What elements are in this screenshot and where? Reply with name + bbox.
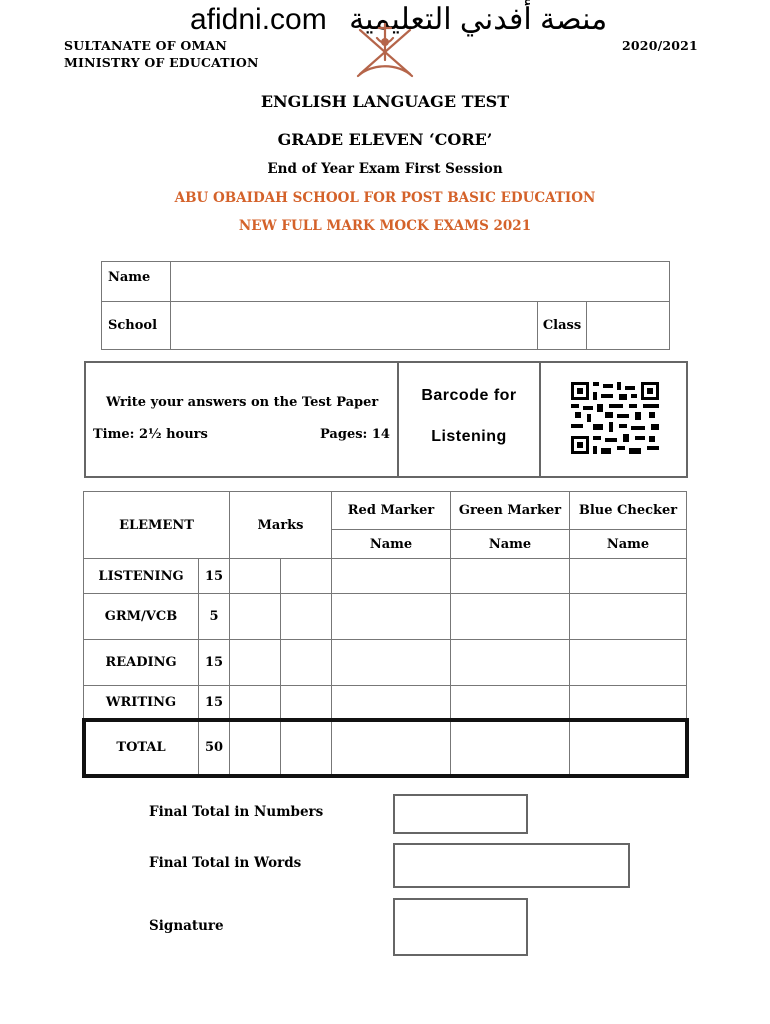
green-marker-cell[interactable] bbox=[451, 686, 570, 720]
element-name: READING bbox=[84, 640, 199, 686]
red-marker-cell[interactable] bbox=[332, 640, 451, 686]
max-marks: 15 bbox=[199, 640, 230, 686]
signature-field[interactable] bbox=[393, 898, 528, 956]
green-marker-cell[interactable] bbox=[451, 640, 570, 686]
green-marker-cell[interactable] bbox=[451, 594, 570, 640]
max-marks: 15 bbox=[199, 686, 230, 720]
element-name: LISTENING bbox=[84, 559, 199, 594]
sultanate-label: SULTANATE OF OMAN bbox=[64, 38, 228, 53]
score-cell[interactable] bbox=[281, 559, 332, 594]
max-marks: 5 bbox=[199, 594, 230, 640]
final-total-words-label: Final Total in Words bbox=[149, 855, 302, 871]
final-total-numbers-label: Final Total in Numbers bbox=[149, 804, 324, 820]
signature-label: Signature bbox=[149, 918, 224, 934]
element-name: GRM/VCB bbox=[84, 594, 199, 640]
red-marker-cell[interactable] bbox=[332, 686, 451, 720]
divider bbox=[397, 361, 399, 478]
element-header: ELEMENT bbox=[84, 492, 230, 559]
table-row bbox=[84, 686, 687, 720]
green-marker-name-label: Name bbox=[451, 530, 570, 559]
marks-table bbox=[83, 491, 687, 776]
red-marker-name-label: Name bbox=[332, 530, 451, 559]
oman-emblem-icon bbox=[350, 18, 420, 82]
final-total-numbers-field[interactable] bbox=[393, 794, 528, 834]
blue-checker-header: Blue Checker bbox=[570, 492, 687, 530]
barcode-label-line1: Barcode for bbox=[421, 387, 517, 404]
blue-checker-cell[interactable] bbox=[570, 559, 687, 594]
ministry-label: MINISTRY OF EDUCATION bbox=[64, 55, 259, 70]
table-row bbox=[84, 594, 687, 640]
blue-checker-cell[interactable] bbox=[570, 640, 687, 686]
table-row bbox=[84, 640, 687, 686]
class-field[interactable] bbox=[587, 302, 670, 350]
blue-checker-name-label: Name bbox=[570, 530, 687, 559]
academic-year: 2020/2021 bbox=[622, 38, 698, 53]
red-marker-total-cell[interactable] bbox=[332, 720, 451, 776]
red-marker-cell[interactable] bbox=[332, 559, 451, 594]
red-marker-cell[interactable] bbox=[332, 594, 451, 640]
total-marks: 50 bbox=[199, 720, 230, 776]
test-title: ENGLISH LANGUAGE TEST bbox=[260, 92, 510, 111]
total-score-cell[interactable] bbox=[230, 720, 281, 776]
mock-title: NEW FULL MARK MOCK EXAMS 2021 bbox=[238, 218, 532, 234]
student-info-table bbox=[101, 261, 670, 350]
blue-checker-cell[interactable] bbox=[570, 686, 687, 720]
score-cell[interactable] bbox=[230, 559, 281, 594]
table-row bbox=[84, 559, 687, 594]
green-marker-total-cell[interactable] bbox=[451, 720, 570, 776]
divider bbox=[539, 361, 541, 478]
score-cell[interactable] bbox=[230, 594, 281, 640]
qr-code-icon[interactable] bbox=[571, 382, 659, 454]
barcode-label-line2: Listening bbox=[431, 428, 507, 445]
watermark-latin: afidni.com bbox=[190, 3, 327, 36]
red-marker-header: Red Marker bbox=[332, 492, 451, 530]
answer-instruction: Write your answers on the Test Paper bbox=[106, 395, 379, 410]
name-label: Name bbox=[102, 262, 171, 302]
marks-header: Marks bbox=[230, 492, 332, 559]
score-cell[interactable] bbox=[281, 640, 332, 686]
blue-checker-cell[interactable] bbox=[570, 594, 687, 640]
element-name: WRITING bbox=[84, 686, 199, 720]
max-marks: 15 bbox=[199, 559, 230, 594]
blue-checker-total-cell[interactable] bbox=[570, 720, 687, 776]
page-count: Pages: 14 bbox=[320, 427, 390, 442]
school-field[interactable] bbox=[171, 302, 538, 350]
class-label: Class bbox=[538, 302, 587, 350]
green-marker-header: Green Marker bbox=[451, 492, 570, 530]
score-cell[interactable] bbox=[281, 594, 332, 640]
grade-title: GRADE ELEVEN ‘CORE’ bbox=[277, 130, 493, 149]
exam-session: End of Year Exam First Session bbox=[267, 161, 503, 177]
total-row bbox=[84, 720, 687, 776]
green-marker-cell[interactable] bbox=[451, 559, 570, 594]
total-label: TOTAL bbox=[84, 720, 199, 776]
score-cell[interactable] bbox=[281, 686, 332, 720]
watermark-arabic: منصة أفدني التعليمية bbox=[349, 3, 608, 36]
school-title: ABU OBAIDAH SCHOOL FOR POST BASIC EDUCATION bbox=[174, 190, 596, 206]
name-field[interactable] bbox=[171, 262, 670, 302]
score-cell[interactable] bbox=[230, 686, 281, 720]
score-cell[interactable] bbox=[230, 640, 281, 686]
final-total-words-field[interactable] bbox=[393, 843, 630, 888]
total-score-cell[interactable] bbox=[281, 720, 332, 776]
school-label: School bbox=[102, 302, 171, 350]
time-allowed: Time: 2½ hours bbox=[93, 427, 208, 442]
